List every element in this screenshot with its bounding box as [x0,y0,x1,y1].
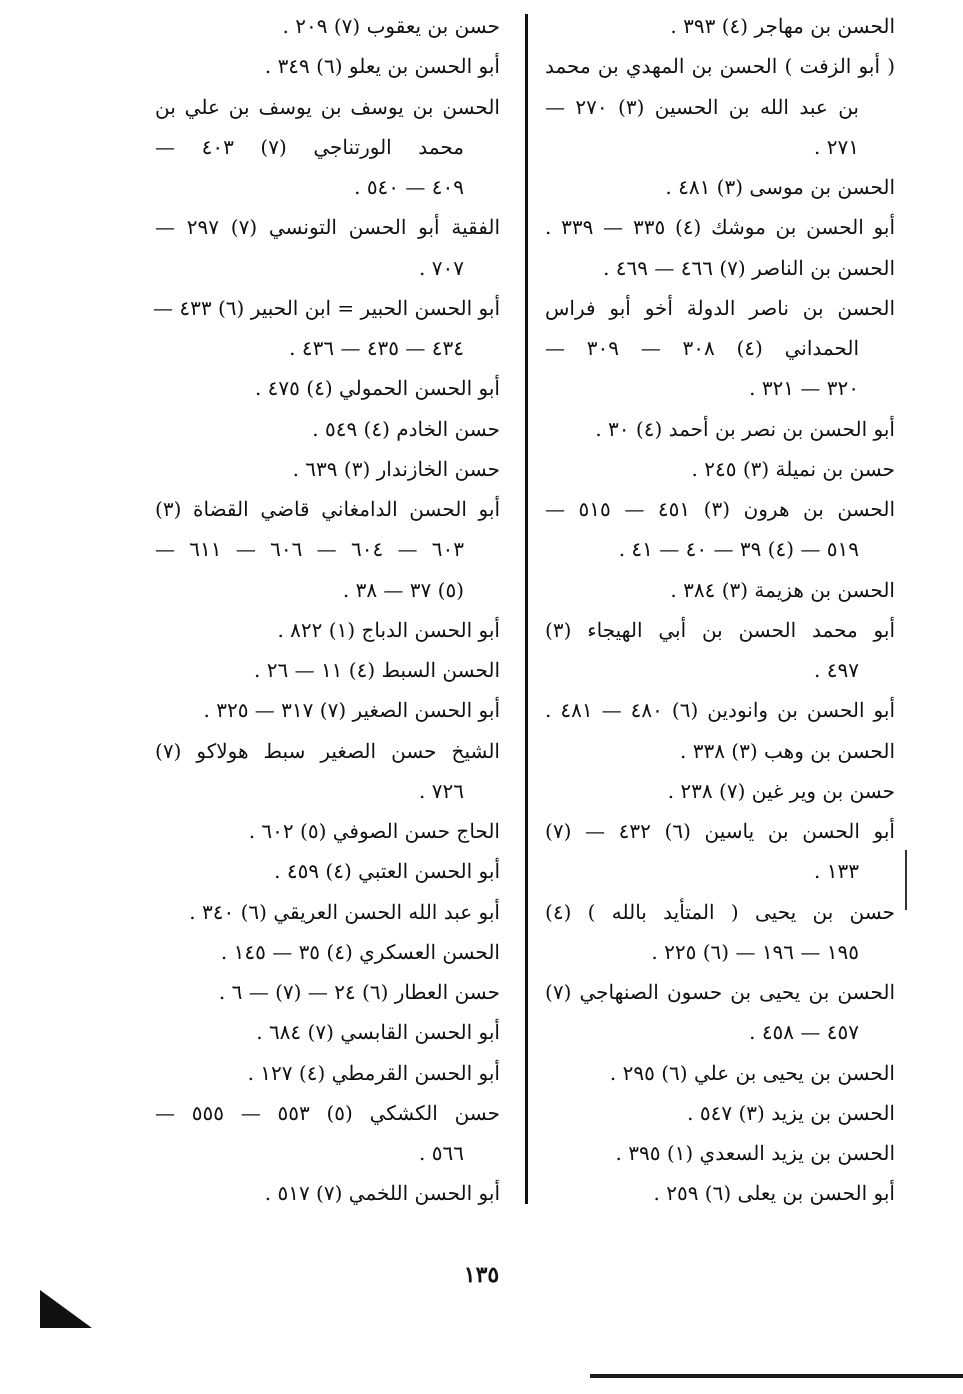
corner-triangle-mark [40,1290,92,1328]
index-entry-line: ٧٠٧ . [419,255,464,280]
index-entry-line: أبو الحسن القرمطي (٤) ١٢٧ . [247,1060,500,1085]
index-entry-line: ٣٢٠ — ٣٢١ . [749,376,859,401]
index-entry-line: حسن بن يعقوب (٧) ٢٠٩ . [282,14,500,38]
index-entry-line: أبو الحسن الدباج (١) ٨٢٢ . [277,617,500,642]
index-entry-line: أبو الحسن بن ياسين (٦) ٤٣٢ — (٧) [545,819,895,843]
index-entry-line: الحسن بن وهب (٣) ٣٣٨ . [679,738,895,763]
index-entry-line: أبو محمد الحسن بن أبي الهيجاء (٣) [545,617,895,642]
index-entry-line: حسن بن يحيى ( المتأيد بالله ) (٤) [545,899,895,924]
index-entry-line: أبو الحسن بن نصر بن أحمد (٤) ٣٠ . [595,416,895,441]
index-entry-line: حسن العطار (٦) ٢٤ — (٧) — ٦ . [218,980,500,1004]
index-entry-line: أبو الحسن الحبير = ابن الحبير (٦) ٤٣٣ — [153,295,500,320]
index-entry-line: حسن الخازندار (٣) ٦٣٩ . [292,456,500,481]
index-entry-line: ١٩٥ — ١٩٦ — (٦) ٢٢٥ . [651,939,859,964]
index-entry-line: ٤٩٧ . [814,658,859,682]
margin-mark [905,850,907,910]
index-entry-line: أبو الحسن بن يعلو (٦) ٣٤٩ . [264,54,500,79]
index-entry-line: الشيخ حسن الصغير سبط هولاكو (٧) [155,738,500,763]
index-entry-line: أبو الحسن اللخمي (٧) ٥١٧ . [264,1181,500,1206]
index-entry-line: حسن الخادم (٤) ٥٤٩ . [312,416,500,441]
index-entry-line: الحسن بن يحيى بن علي (٦) ٢٩٥ . [609,1060,895,1085]
index-entry-line: حسن بن نميلة (٣) ٢٤٥ . [691,456,895,481]
index-entry-line: بن عبد الله بن الحسين (٣) ٢٧٠ — [545,94,859,119]
index-entry-line: أبو الحسن بن موشك (٤) ٣٣٥ — ٣٣٩ . [545,215,895,240]
index-entry-line: ٤٣٤ — ٤٣٥ — ٤٣٦ . [289,336,464,360]
index-entry-line: الحاج حسن الصوفي (٥) ٦٠٢ . [248,819,500,843]
index-entry-line: أبو الحسن الحمولي (٤) ٤٧٥ . [254,376,500,401]
index-entry-line: أبو عبد الله الحسن العريقي (٦) ٣٤٠ . [189,899,500,924]
index-entry-line: ٥٦٦ . [419,1141,464,1165]
index-entry-line: ٢٧١ . [814,134,859,159]
index-entry-line: (٥) ٣٧ — ٣٨ . [342,577,464,602]
index-entry-line: الحسن بن يزيد (٣) ٥٤٧ . [687,1100,895,1125]
index-entry-line: أبو الحسن بن يعلى (٦) ٢٥٩ . [653,1181,895,1206]
index-column-left [155,6,500,1214]
index-entry-line: الفقية أبو الحسن التونسي (٧) ٢٩٧ — [155,215,500,240]
index-entry-line: حسن الكشكي (٥) ٥٥٣ — ٥٥٥ — [155,1100,501,1125]
index-entry-line: الحسن بن يزيد السعدي (١) ٣٩٥ . [615,1141,895,1165]
index-entry-line: أبو الحسن الصغير (٧) ٣١٧ — ٣٢٥ . [203,698,500,723]
index-entry-line: أبو الحسن العتبي (٤) ٤٥٩ . [274,859,500,884]
index-entry-line: الحسن بن الناصر (٧) ٤٦٦ — ٤٦٩ . [603,255,895,280]
index-entry-line: الحسن بن يحيى بن حسون الصنهاجي (٧) [545,980,895,1004]
index-entry-line: ٥١٩ — (٤) ٣٩ — ٤٠ — ٤١ . [618,537,859,562]
index-entry-line: محمد الورتناجي (٧) ٤٠٣ — [155,134,464,159]
index-entry-line: الحسن بن هزيمة (٣) ٣٨٤ . [670,577,895,602]
index-entry-line: الحسن بن ناصر الدولة أخو أبو فراس [545,295,895,320]
index-entry-line: الحسن السبط (٤) ١١ — ٢٦ . [254,658,500,682]
index-entry-line: ٦٠٣ — ٦٠٤ — ٦٠٦ — ٦١١ — [155,537,465,562]
index-entry-line: أبو الحسن بن وانودين (٦) ٤٨٠ — ٤٨١ . [545,698,895,723]
page-number: ١٣٥ [463,1262,500,1288]
index-entry-line: ( أبو الزفت ) الحسن بن المهدي بن محمد [545,54,895,79]
index-entry-line: الحسن بن هرون (٣) ٤٥١ — ٥١٥ — [545,497,895,521]
index-entry-line: أبو الحسن القابسي (٧) ٦٨٤ . [256,1020,500,1045]
index-entry-line: الحمداني (٤) ٣٠٨ — ٣٠٩ — [545,336,859,360]
index-entry-line: ٧٢٦ . [419,778,464,803]
index-entry-line: ٤٠٩ — ٥٤٠ . [354,175,464,199]
index-column-right [545,6,895,1214]
column-divider [525,14,528,1204]
index-entry-line: حسن بن وير غين (٧) ٢٣٨ . [667,778,895,803]
index-entry-line: ٤٥٧ — ٤٥٨ . [749,1020,859,1045]
index-entry-line: الحسن بن يوسف بن يوسف بن علي بن [155,94,500,119]
index-entry-line: الحسن بن مهاجر (٤) ٣٩٣ . [670,14,895,38]
index-entry-line: الحسن بن موسى (٣) ٤٨١ . [665,175,895,199]
bottom-rule [590,1374,963,1378]
index-entry-line: ١٣٣ . [814,859,859,884]
index-entry-line: الحسن العسكري (٤) ٣٥ — ١٤٥ . [220,939,500,964]
index-entry-line: أبو الحسن الدامغاني قاضي القضاة (٣) [155,497,500,521]
